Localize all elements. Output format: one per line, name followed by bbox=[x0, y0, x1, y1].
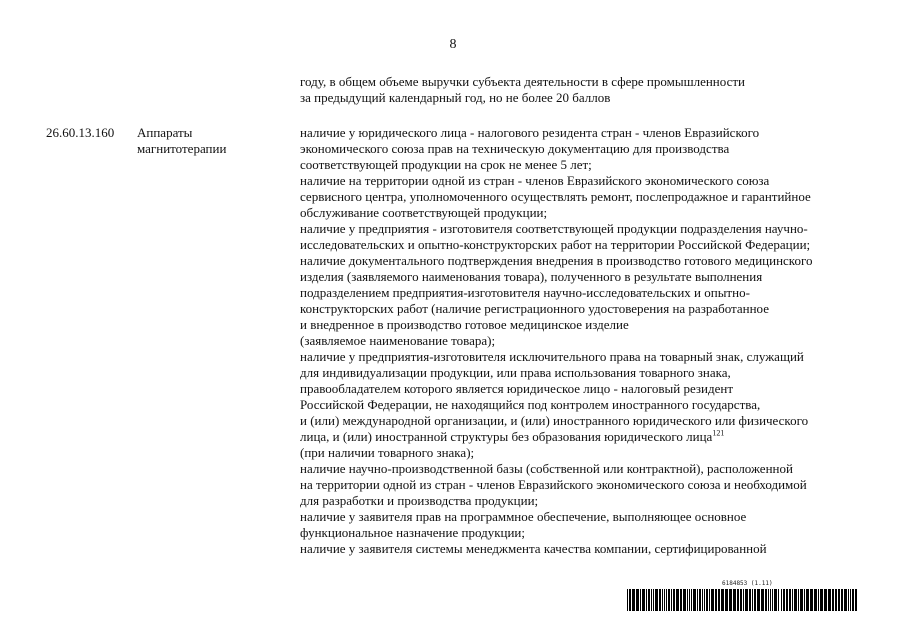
barcode-bar bbox=[774, 589, 777, 611]
product-code: 26.60.13.160 bbox=[46, 125, 115, 140]
barcode-bar bbox=[772, 589, 773, 611]
barcode-bar bbox=[761, 589, 764, 611]
barcode-bar bbox=[792, 589, 793, 611]
barcode-bar bbox=[832, 589, 834, 611]
barcode-bar bbox=[632, 589, 635, 611]
barcode-bar bbox=[662, 589, 663, 611]
footnote-marker: 121 bbox=[712, 428, 725, 438]
barcode-bar bbox=[725, 589, 728, 611]
requirement-line: наличие у предприятия - изготовителя соответствующей продукции подразделения научно- bbox=[300, 221, 808, 236]
requirement-line: конструкторских работ (наличие регистрационного удостоверения на разработанное bbox=[300, 301, 769, 316]
barcode-bar bbox=[820, 589, 823, 611]
barcode-bar bbox=[706, 589, 708, 611]
requirement-line: (заявляемое наименование товара); bbox=[300, 333, 496, 348]
requirement-line: соответствующей продукции на срок не менее 5 лет; bbox=[300, 157, 592, 172]
requirement-line: функциональное назначение продукции; bbox=[300, 525, 525, 540]
barcode-bar bbox=[655, 589, 658, 611]
barcode-bar bbox=[778, 589, 779, 611]
requirement-line: исследовательских и опытно-конструкторских работ на территории Российской Федерации; bbox=[300, 237, 811, 252]
barcode-bar bbox=[651, 589, 652, 611]
barcode-bar bbox=[754, 589, 756, 611]
requirements-text bbox=[300, 125, 812, 557]
barcode-bar bbox=[715, 589, 717, 611]
requirement-line: сервисного центра, уполномоченного осуществлять ремонт, послепродажное и гарантийное bbox=[300, 189, 811, 204]
barcode-bar bbox=[835, 589, 837, 611]
barcode-bar bbox=[680, 589, 682, 611]
page-number: 8 bbox=[449, 37, 457, 52]
barcode-bar bbox=[850, 589, 851, 611]
requirement-line: изделия (заявляемого наименования товара), полученного в результате выполнения bbox=[300, 269, 763, 284]
barcode-bar bbox=[711, 589, 714, 611]
barcode-bar bbox=[648, 589, 650, 611]
barcode-bar bbox=[781, 589, 782, 611]
barcode-bar bbox=[752, 589, 753, 611]
requirement-line: Российской Федерации, не находящийся под контролем иностранного государства, bbox=[300, 397, 761, 412]
barcode-bar bbox=[664, 589, 665, 611]
barcode-bar bbox=[721, 589, 724, 611]
barcode-bar bbox=[666, 589, 667, 611]
text-line: году, в общем объеме выручки субъекта деятельности в сфере промышленности bbox=[300, 74, 745, 89]
barcode-bar bbox=[697, 589, 698, 611]
barcode-bar bbox=[789, 589, 791, 611]
barcode-bar bbox=[783, 589, 785, 611]
barcode-bar bbox=[810, 589, 813, 611]
barcode-bar bbox=[668, 589, 670, 611]
barcode-bar bbox=[749, 589, 751, 611]
barcode-bar bbox=[653, 589, 654, 611]
requirement-line: наличие у заявителя прав на программное обеспечение, выполняющее основное bbox=[300, 509, 747, 524]
barcode-bar bbox=[673, 589, 675, 611]
barcode-bar bbox=[709, 589, 710, 611]
requirement-line: наличие документального подтверждения внедрения в производство готового медицинского bbox=[300, 253, 813, 268]
barcode-bar bbox=[757, 589, 760, 611]
barcode-bar bbox=[824, 589, 827, 611]
barcode-bar bbox=[794, 589, 797, 611]
requirement-line: наличие у юридического лица - налогового резидента стран - членов Евразийского bbox=[300, 125, 760, 140]
barcode-bar bbox=[745, 589, 748, 611]
barcode-bar bbox=[765, 589, 767, 611]
barcode-bar bbox=[659, 589, 661, 611]
barcode-bar bbox=[718, 589, 720, 611]
barcode-bar bbox=[683, 589, 686, 611]
barcode-bar bbox=[729, 589, 732, 611]
barcode-bar bbox=[814, 589, 817, 611]
barcode-bar bbox=[804, 589, 805, 611]
requirement-line: экономического союза прав на техническую документацию для производства bbox=[300, 141, 730, 156]
product-name bbox=[137, 125, 226, 157]
barcode-bar bbox=[828, 589, 831, 611]
barcode-number: 6184853 (1.11) bbox=[722, 580, 773, 587]
requirement-line: и (или) международной организации, и (или) иностранного юридического или физического bbox=[300, 413, 809, 428]
requirement-line: на территории одной из стран - членов Евразийского экономического союза и необходимой bbox=[300, 477, 807, 492]
requirement-line: подразделением предприятия-изготовителя научно-исследовательских и опытно- bbox=[300, 285, 750, 300]
barcode-bar bbox=[702, 589, 703, 611]
barcode-bar bbox=[800, 589, 803, 611]
barcode-bar bbox=[676, 589, 679, 611]
product-name-line: Аппараты bbox=[137, 125, 193, 140]
barcode-bar bbox=[733, 589, 736, 611]
barcode-bar bbox=[740, 589, 742, 611]
barcode-bar bbox=[768, 589, 769, 611]
requirement-line: для индивидуализации продукции, или права использования товарного знака, bbox=[300, 365, 731, 380]
barcode-bar bbox=[798, 589, 799, 611]
requirement-line: лица, и (или) иностранной структуры без образования юридического лица$^{121}$ bbox=[300, 428, 725, 444]
barcode-bar bbox=[704, 589, 705, 611]
barcode-bar bbox=[642, 589, 645, 611]
barcode-bar bbox=[627, 589, 628, 611]
barcode-bar bbox=[646, 589, 647, 611]
barcode-bar bbox=[844, 589, 847, 611]
barcode-bar bbox=[687, 589, 688, 611]
barcode-bar bbox=[693, 589, 696, 611]
barcode-bar bbox=[852, 589, 854, 611]
barcode-bar bbox=[691, 589, 692, 611]
barcode-bar bbox=[743, 589, 744, 611]
barcode-bar bbox=[640, 589, 641, 611]
barcode-image bbox=[627, 589, 859, 611]
text-line: за предыдущий календарный год, но не более 20 баллов bbox=[300, 90, 611, 105]
requirement-line: наличие у заявителя системы менеджмента качества компании, сертифицированной bbox=[300, 541, 767, 556]
requirement-line: правообладателем которого является юридическое лицо - налоговый резидент bbox=[300, 381, 733, 396]
requirement-line: наличие на территории одной из стран - членов Евразийского экономического союза bbox=[300, 173, 770, 188]
requirement-line: и внедренное в производство готовое медицинское изделие bbox=[300, 317, 629, 332]
barcode-bar bbox=[737, 589, 739, 611]
requirement-line: наличие у предприятия-изготовителя исключительного права на товарный знак, служащий bbox=[300, 349, 804, 364]
barcode-bar bbox=[786, 589, 788, 611]
barcode-bar bbox=[841, 589, 843, 611]
barcode-bar bbox=[671, 589, 672, 611]
barcode-bar bbox=[699, 589, 701, 611]
requirement-line: для разработки и производства продукции; bbox=[300, 493, 539, 508]
product-name-line: магнитотерапии bbox=[137, 141, 227, 156]
barcode-bar bbox=[629, 589, 631, 611]
barcode-bar bbox=[806, 589, 809, 611]
barcode-bar bbox=[818, 589, 819, 611]
barcode-bar bbox=[848, 589, 849, 611]
barcode-bar bbox=[838, 589, 840, 611]
requirement-line: обслуживание соответствующей продукции; bbox=[300, 205, 548, 220]
barcode-bar bbox=[770, 589, 771, 611]
barcode-bar bbox=[689, 589, 690, 611]
continuation-text bbox=[300, 74, 745, 106]
requirement-line: наличие научно-производственной базы (собственной или контрактной), расположенной bbox=[300, 461, 793, 476]
barcode-bar bbox=[636, 589, 639, 611]
requirement-line: (при наличии товарного знака); bbox=[300, 445, 475, 460]
barcode-bar bbox=[855, 589, 857, 611]
